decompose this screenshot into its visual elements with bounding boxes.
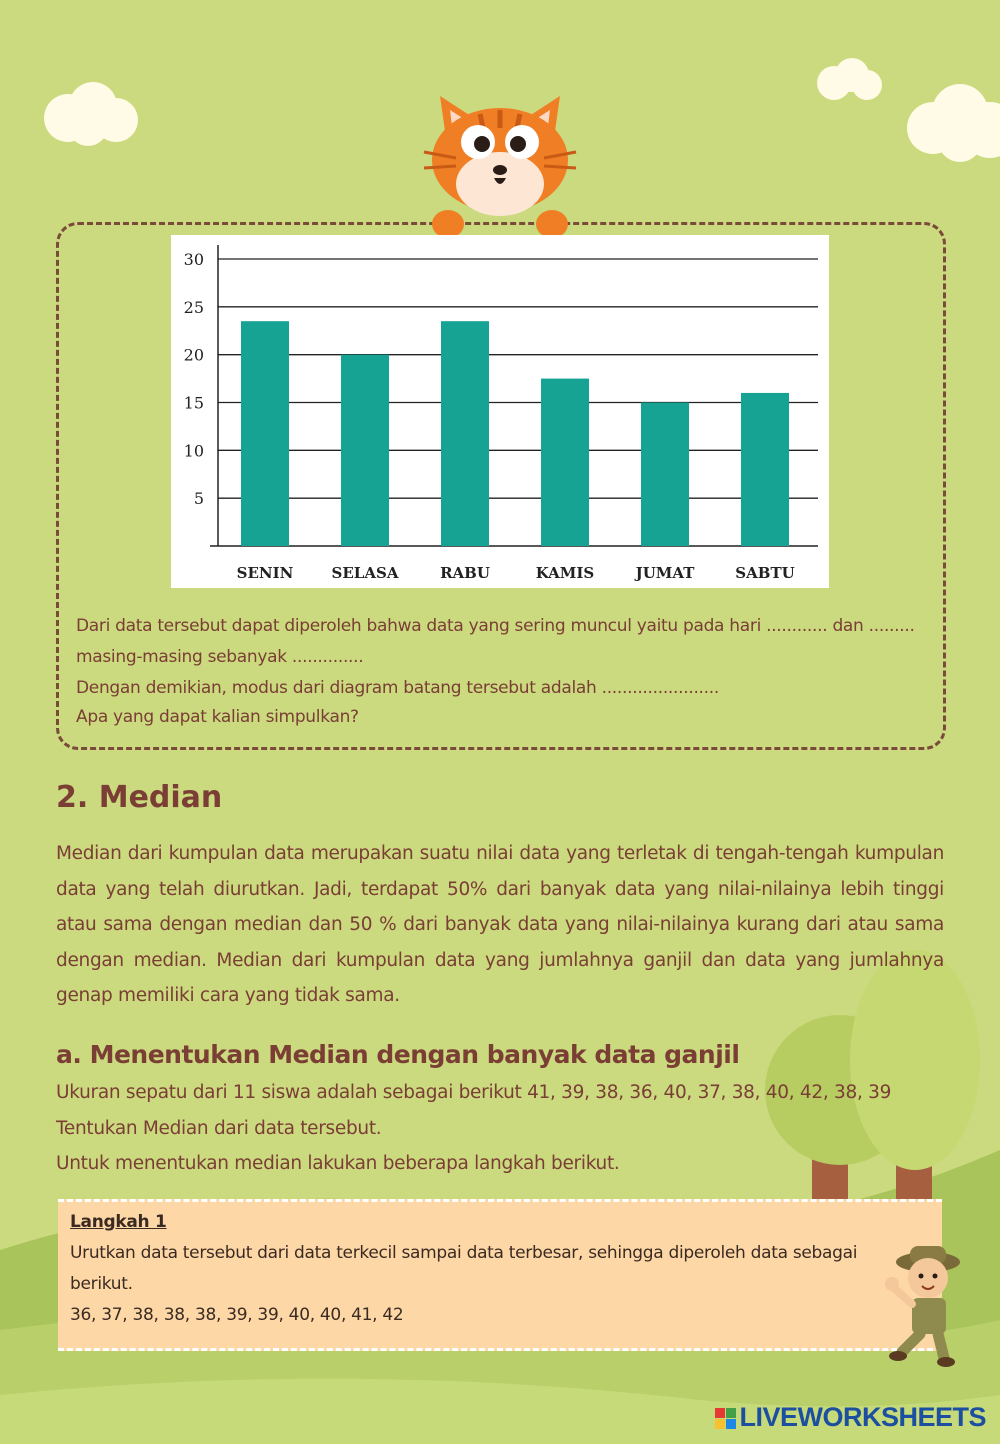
x-tick-label: SENIN xyxy=(236,564,294,582)
liveworksheets-logo xyxy=(715,1402,986,1433)
question-line-4: Apa yang dapat kalian simpulkan? xyxy=(76,707,359,727)
question-line-3: Dengan demikian, modus dari diagram batang tersebut adalah ....................... xyxy=(76,678,719,698)
y-tick-label: 20 xyxy=(183,345,204,365)
y-tick-label: 15 xyxy=(183,393,204,413)
explorer-boy-icon xyxy=(880,1240,970,1370)
bar-chart-svg xyxy=(171,235,829,588)
step-box xyxy=(58,1199,942,1351)
x-tick-label: KAMIS xyxy=(535,564,595,582)
bar xyxy=(541,379,589,546)
y-tick-label: 30 xyxy=(183,250,204,269)
y-tick-label: 5 xyxy=(193,489,204,509)
cloud-icon xyxy=(38,78,140,146)
step-title: Langkah 1 xyxy=(70,1212,167,1232)
x-tick-label: SABTU xyxy=(735,564,795,582)
y-tick-label: 25 xyxy=(183,297,204,317)
sub-line-3: Untuk menentukan median lakukan beberapa langkah berikut. xyxy=(56,1153,620,1174)
liveworksheets-logo-icon xyxy=(715,1408,736,1429)
cloud-icon xyxy=(814,55,884,103)
bar xyxy=(341,355,389,546)
step-line-1: Urutkan data tersebut dari data terkecil sampai data terbesar, sehingga diperoleh data sebagai xyxy=(70,1243,858,1263)
median-paragraph: Median dari kumpulan data merupakan suatu nilai data yang terletak di tengah-tengah kumpulan data yang telah diurutkan. Jadi, terdapat 50% dari banyak data yang nilai-nilainya lebih tinggi atau sama dengan median dan 50 % dari banyak data yang nilai-nilainya kurang dari atau sama dengan median. Median dari kumpulan data yang jumlahnya ganjil dan data yang jumlahnya genap memiliki cara yang tidak sama. xyxy=(56,843,944,1006)
x-tick-label: SELASA xyxy=(331,564,399,582)
brand-text: LIVEWORKSHEETS xyxy=(739,1402,986,1432)
bar xyxy=(441,321,489,546)
bar xyxy=(641,403,689,547)
bar-chart xyxy=(171,235,829,588)
section-title: 2. Median xyxy=(56,780,223,815)
step-line-3: 36, 37, 38, 38, 38, 39, 39, 40, 40, 41, 42 xyxy=(70,1305,404,1325)
question-line-1: Dari data tersebut dapat diperoleh bahwa data yang sering muncul yaitu pada hari ............ dan ......... xyxy=(76,616,915,636)
x-tick-label: RABU xyxy=(440,564,490,582)
y-tick-label: 10 xyxy=(183,441,204,461)
x-tick-label: JUMAT xyxy=(635,564,695,582)
sub-line-2: Tentukan Median dari data tersebut. xyxy=(56,1118,382,1139)
step-line-2: berikut. xyxy=(70,1274,133,1294)
subsection-title: a. Menentukan Median dengan banyak data ganjil xyxy=(56,1040,740,1069)
question-line-2: masing-masing sebanyak .............. xyxy=(76,647,364,667)
cloud-icon xyxy=(905,80,1000,166)
bar xyxy=(241,321,289,546)
sub-line-1: Ukuran sepatu dari 11 siswa adalah sebagai berikut 41, 39, 38, 36, 40, 37, 38, 40, 42, 38, 39 xyxy=(56,1082,892,1103)
cat-mascot-icon xyxy=(420,92,580,242)
bar xyxy=(741,393,789,546)
